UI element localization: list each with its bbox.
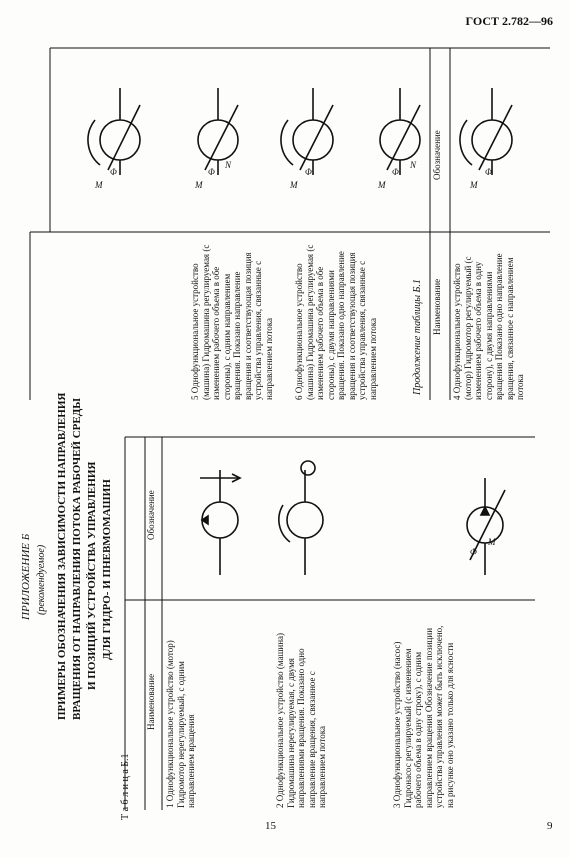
right-table-row-4: 4 Однофункциональное устройство (мотор) Гидромотор регулируемый (с изменением рабочего объема в одну сторону), с двумя направлениями вращения Показано одно направление вращения, связанное с направлением потока [452,253,525,400]
symbol-row-3-pump [467,478,505,575]
left-table-caption: Т а б л и ц а Б.1 [120,753,131,820]
label-phi-pump: Φ [470,547,477,557]
document-header: ГОСТ 2.782—96 [465,14,553,28]
appendix-title: ПРИЛОЖЕНИЕ Б [20,533,32,620]
symbol-row-2-machine [279,461,323,575]
section-title-line-1: ПРИМЕРЫ ОБОЗНАЧЕНИЯ ЗАВИСИМОСТИ НАПРАВЛЕНИЯ [56,392,68,720]
right-table-caption: Продолжение таблицы Б.1 [412,279,423,395]
label-phi-1: Φ [110,167,117,177]
section-title-line-3: И ПОЗИЦИЙ УСТРОЙСТВА УПРАВЛЕНИЯ [86,461,98,690]
label-phi-3: Φ [305,167,312,177]
label-m-2: M [195,180,203,190]
label-n-2: N [225,160,232,170]
label-m-4: M [378,180,386,190]
label-phi-2: Φ [208,167,215,177]
symbol-row-1-motor [200,470,240,575]
right-table-col-name: Наименование [432,278,442,335]
left-table-row-2: 2 Однофункциональное устройство (машина) Гидромашина нерегулируемая, с двумя направлениями вращения. Показано одно направление вращения, связанное с направлением потока [275,632,327,808]
label-phi-5: Φ [485,167,492,177]
symbol-row-4-motor [88,88,140,175]
left-table-row-3: 3 Однофункциональное устройство (насос) Гидронасос регулируемый (с изменением рабочего объема в одну строку), с одним направлением вращения Обозначение позиции устройства управления может быть исключено, на рисунке оно указано только для ясности [392,625,455,808]
symbol-row-8-machine [460,88,512,175]
left-table-row-1: 1 Однофункциональное устройство (мотор) Гидромотор нерегулируемый, с одним направлением вращения [165,640,196,808]
symbol-row-6-machine [281,88,333,175]
right-table-row-5: 5 Однофункциональное устройство (машина) Гидромашина регулируемая (с изменением рабочего объема в обе стороны), с одним направлением вращения. Показано направление вращения и соответствующая позиция устройства управления, связанные с направлением потока [190,244,274,400]
label-m-5: M [470,180,478,190]
right-table-row-6: 6 Однофункциональное устройство (машина) Гидромашина регулируемая (с изменением рабочего объема в обе стороны), с двумя направлениями вращения. Показано одно направление вращения и соответствующая позиция устройства управления, связанные с направлением потока [294,244,378,400]
page-number-left: 15 [265,820,276,832]
appendix-note: (рекомендуемое) [36,544,47,615]
left-table-col-symbol: Обозначение [146,490,156,540]
page-number-right: 9 [547,820,553,832]
label-m-3: M [290,180,298,190]
label-m-pump: M [488,537,496,547]
label-m-1: M [95,180,103,190]
label-phi-4: Φ [392,167,399,177]
section-title-line-4: ДЛЯ ГИДРО- И ПНЕВМОМАШИН [101,479,113,660]
label-n-4: N [410,160,417,170]
left-table-col-name: Наименование [146,673,156,730]
section-title-line-2: ВРАЩЕНИЯ ОТ НАПРАВЛЕНИЯ ПОТОКА РАБОЧЕЙ СРЕДЫ [71,397,83,720]
right-table-col-symbol: Обозначение [432,130,442,180]
symbol-row-5-machine [198,88,238,175]
